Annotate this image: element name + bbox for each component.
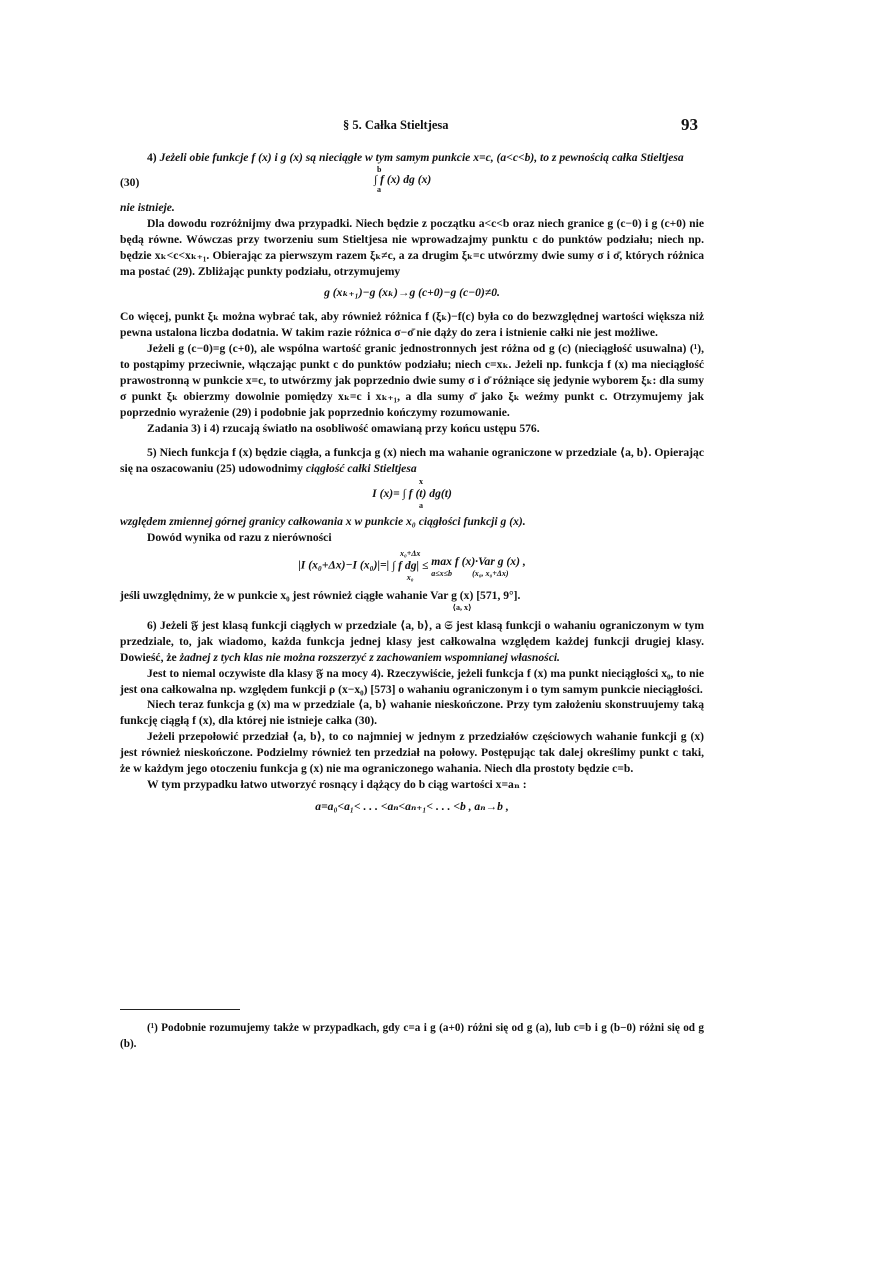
max-operator: max bbox=[431, 555, 452, 569]
problem-4-conclusion bbox=[120, 200, 704, 216]
equation-label: (30) bbox=[120, 175, 140, 189]
running-title: § 5. Całka Stieltjesa bbox=[343, 118, 449, 132]
variation-subscript: (x₀, x₀+Δx) bbox=[472, 569, 509, 579]
integral-stack bbox=[392, 550, 428, 582]
inequality-formula bbox=[120, 550, 704, 582]
paragraph: Jeżeli g (c−0)=g (c+0), ale wspólna wartość granic jednostronnych jest różna od g (c) (nieciągłość usuwalna) (¹), to postąpimy przeciwnie, włączając punkt c do punktów podziału; niech c=xₖ. Jeżeli np. funkcja f (x) ma nieciągłość prawostronną w punkcie x=c, to utwórzmy jak poprzednio dwie sumy σ i σ̄ różniące się jedynie wyborem ξₖ: dla sumy σ punkt ξₖ obierzmy dowolnie pomiędzy xₖ=c i xₖ₊₁, a dla sumy σ̄ jako ξₖ weźmy punkt c. Otrzymujemy jak poprzednio wyrażenie (29) i podobnie jak poprzednio kończymy rozumowanie. bbox=[120, 342, 704, 419]
emphasis-text: względem zmiennej górnej granicy całkowania x w punkcie x₀ ciągłości funkcji g (x). bbox=[120, 515, 526, 529]
max-stack bbox=[431, 554, 452, 578]
paragraph: W tym przypadku łatwo utworzyć rosnący i dążący do b ciąg wartości x=aₙ : bbox=[147, 778, 527, 791]
paragraph: Dla dowodu rozróżnijmy dwa przypadki. Niech będzie z początku a<c<b oraz niech granice g (c−0) i g (c+0) nie będą równe. Wówczas przy tworzeniu sum Stieltjesa nie wprowadzajmy punktu c do punktów podziału; niech np. będzie xₖ<c<xₖ₊₁. Obierając za pierwszym razem ξₖ≠c, a za drugim ξₖ=c utwórzmy dwie sumy σ i σ̄, których różnica ma postać (29). Zbliżając punkty podziału, otrzymujemy bbox=[120, 216, 704, 278]
paragraph: Zadania 3) i 4) rzucają światło na osobliwość omawianą przy końcu ustępu 576. bbox=[147, 421, 540, 435]
paragraph: Jest to niemal oczywiste dla klasy 𝔉 na mocy 4). Rzeczywiście, jeżeli funkcja f (x) ma punkt nieciągłości x₀, to nie jest ona całkowalna np. względem funkcji ρ (x−x₀) [573] o wahaniu ograniczonym i o tym samym punkcie nieciągłości. bbox=[120, 666, 704, 696]
integral-lower-limit: a bbox=[377, 184, 381, 194]
variation-stack bbox=[455, 554, 526, 578]
limit-formula: g (xₖ₊₁)−g (xₖ)→g (c+0)−g (c−0)≠0. bbox=[324, 286, 500, 300]
problem-5-statement bbox=[120, 445, 704, 477]
page-body bbox=[120, 150, 704, 823]
inequality-right: f (x)·Var g (x) , bbox=[454, 555, 526, 569]
integral-upper-limit: x bbox=[419, 477, 423, 487]
max-subscript: a≤x≤b bbox=[431, 569, 452, 579]
paragraph: Dowód wynika od razu z nierówności bbox=[147, 531, 332, 545]
problem-6-number: 6) bbox=[147, 618, 157, 632]
integral-30 bbox=[374, 166, 431, 194]
problem-5-text: Niech funkcja f (x) będzie ciągła, a funkcja g (x) niech ma wahanie ograniczone w przedziale ⟨a, b⟩. Opierając się na oszacowaniu (25) udowodnimy bbox=[120, 445, 704, 475]
conclusion-text: nie istnieje. bbox=[120, 200, 175, 214]
integral-expression: ∫ f dg| ≤ bbox=[392, 559, 429, 573]
integral-upper-limit: x₀+Δx bbox=[400, 549, 421, 559]
problem-4-statement bbox=[120, 150, 704, 166]
integral-upper-limit: b bbox=[377, 164, 382, 174]
footnote-rule bbox=[120, 1009, 240, 1010]
integral-lower-limit: x₀ bbox=[406, 573, 414, 583]
page-header bbox=[0, 115, 893, 138]
footnote: (¹) Podobnie rozumujemy także w przypadkach, gdy c=a i g (a+0) różni się od g (a), lub c=b i g (b−0) różni się od g (b). bbox=[120, 1022, 704, 1050]
paragraph: Co więcej, punkt ξₖ można wybrać tak, aby również różnica f (ξₖ)−f(c) była co do bezwzględnej wartości większa niż pewna ustalona liczba dodatnia. W takim razie różnica σ−σ̄ nie dąży do zera i istnienie całki nie jest możliwe. bbox=[120, 310, 704, 340]
equation-30 bbox=[120, 166, 704, 200]
paragraph: Niech teraz funkcja g (x) ma w przedziale ⟨a, b⟩ wahanie nieskończone. Przy tym założeniu skonstruujemy taką funkcję ciągłą f (x), dla której nie istnieje całka (30). bbox=[120, 698, 704, 728]
problem-5-number: 5) bbox=[147, 445, 157, 459]
integral-function-I bbox=[120, 478, 704, 510]
problem-6-emphasis: żadnej z tych klas nie można rozszerzyć z zachowaniem wspomnianej własności. bbox=[179, 650, 560, 664]
page-number: 93 bbox=[681, 115, 698, 134]
integral-expression: ∫ f (x) dg (x) bbox=[374, 172, 432, 186]
problem-5-emphasis: ciągłość całki Stieltjesa bbox=[305, 461, 417, 475]
paragraph bbox=[120, 514, 704, 530]
problem-6-text: Jeżeli 𝔉 jest klasą funkcji ciągłych w przedziale ⟨a, b⟩, a 𝔖 jest klasą funkcji o wahaniu ograniczonym w tym przedziale, to, jak wiadomo, każda funkcja jednej klasy jest całkowalna względem każdej funkcji drugiej klasy. Dowieść, że bbox=[120, 618, 704, 664]
integral-lower-limit: a bbox=[419, 501, 423, 511]
sequence-formula: a=a₀<a₁< . . . <aₙ<aₙ₊₁< . . . <b , aₙ→b , bbox=[315, 799, 509, 813]
integral-expression: I (x)= ∫ f (t) dg(t) bbox=[372, 487, 452, 501]
problem-4-number: 4) bbox=[147, 151, 157, 164]
variation-interval: ⟨a, x⟩ bbox=[452, 602, 472, 612]
problem-6-statement bbox=[120, 618, 704, 666]
inequality-left: |I (x₀+Δx)−I (x₀)|=| bbox=[298, 558, 390, 572]
paragraph: jeśli uwzględnimy, że w punkcie x₀ jest również ciągłe wahanie Var g (x) [571, 9°]. bbox=[120, 589, 521, 603]
problem-4-text: Jeżeli obie funkcje f (x) i g (x) są nieciągłe w tym samym punkcie x=c, (a<c<b), to z pewnością całka Stieltjesa bbox=[159, 151, 684, 164]
paragraph: Jeżeli przepołowić przedział ⟨a, b⟩, to co najmniej w jednym z przedziałów częściowych wahanie funkcji g (x) jest również nieskończone. Podzielmy również ten przedział na połowy. Postępując tak dalej określimy punkt c taki, że w każdym jego otoczeniu funkcja g (x) nie ma ograniczonego wahania. Niech dla prostoty będzie c=b. bbox=[120, 730, 704, 776]
